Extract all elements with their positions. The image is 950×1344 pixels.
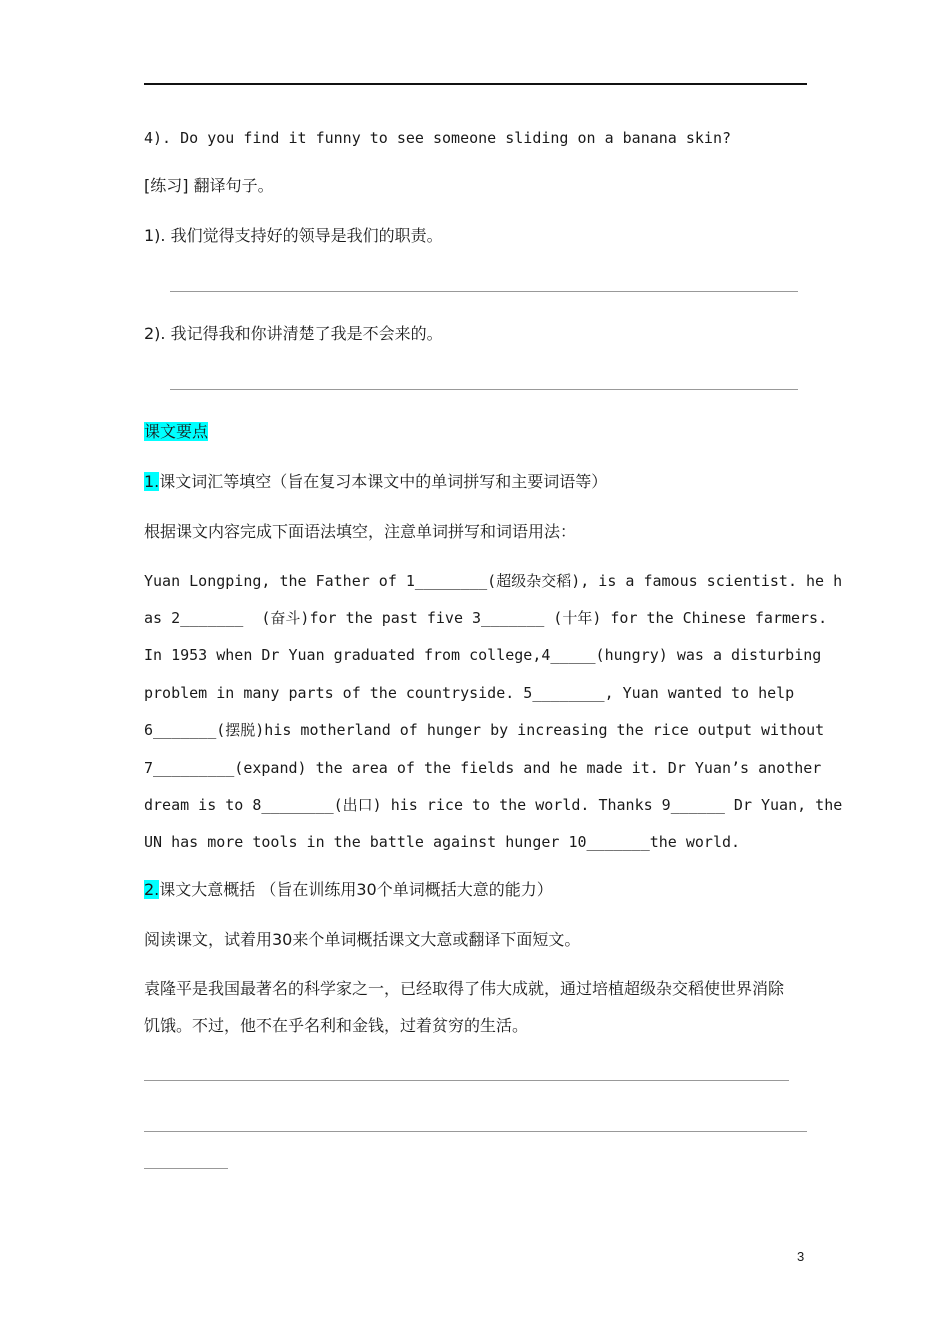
- summary-answer-line-3[interactable]: [144, 1168, 228, 1169]
- section-title-text: 课文要点: [144, 422, 209, 441]
- sentence-2: 2). 我记得我和你讲清楚了我是不会来的。: [144, 324, 443, 343]
- part1-title: 课文词汇等填空（旨在复习本课文中的单词拼写和主要词语等）: [159, 472, 608, 491]
- passage-line: UN has more tools in the battle against hunger 10_______the world.: [144, 833, 741, 851]
- passage-line: Yuan Longping, the Father of 1________(超级杂交稻), is a famous scientist. he h: [144, 572, 843, 590]
- part1-instruction: 根据课文内容完成下面语法填空，注意单词拼写和词语用法：: [144, 522, 577, 541]
- passage-line: In 1953 when Dr Yuan graduated from college,4_____(hungry) was a disturbing: [144, 646, 822, 664]
- page-number: 3: [797, 1249, 805, 1264]
- practice-title: [练习] 翻译句子。: [144, 176, 274, 195]
- chinese-paragraph-line: 饥饿。不过，他不在乎名利和金钱，过着贫穷的生活。: [144, 1016, 529, 1035]
- part1-heading: [144, 472, 607, 492]
- part1-number: 1.: [144, 472, 160, 491]
- section-title: [144, 422, 208, 442]
- passage-line: 7_________(expand) the area of the fields and he made it. Dr Yuan’s another: [144, 759, 822, 777]
- summary-answer-line-1[interactable]: [144, 1080, 789, 1081]
- part2-number: 2.: [144, 880, 160, 899]
- part2-instruction: 阅读课文，试着用30来个单词概括课文大意或翻译下面短文。: [144, 930, 581, 949]
- passage-line: as 2_______ (奋斗)for the past five 3_______ (十年) for the Chinese farmers.: [144, 609, 828, 627]
- passage-line: problem in many parts of the countryside. 5________, Yuan wanted to help: [144, 684, 795, 702]
- passage-line: dream is to 8________(出口) his rice to the world. Thanks 9______ Dr Yuan, the: [144, 796, 843, 814]
- sentence-1: 1). 我们觉得支持好的领导是我们的职责。: [144, 226, 443, 245]
- header-rule: [144, 83, 807, 85]
- chinese-paragraph-line: 袁隆平是我国最著名的科学家之一，已经取得了伟大成就，通过培植超级杂交稻使世界消除: [144, 979, 785, 998]
- part2-heading: [144, 880, 553, 900]
- question-4: 4). Do you find it funny to see someone sliding on a banana skin?: [144, 129, 731, 147]
- summary-answer-line-2[interactable]: [144, 1131, 807, 1132]
- passage-line: 6_______(摆脱)his motherland of hunger by increasing the rice output without: [144, 721, 825, 739]
- part2-title: 课文大意概括 （旨在训练用30个单词概括大意的能力）: [159, 880, 553, 899]
- answer-line-2[interactable]: [170, 389, 798, 390]
- answer-line-1[interactable]: [170, 291, 798, 292]
